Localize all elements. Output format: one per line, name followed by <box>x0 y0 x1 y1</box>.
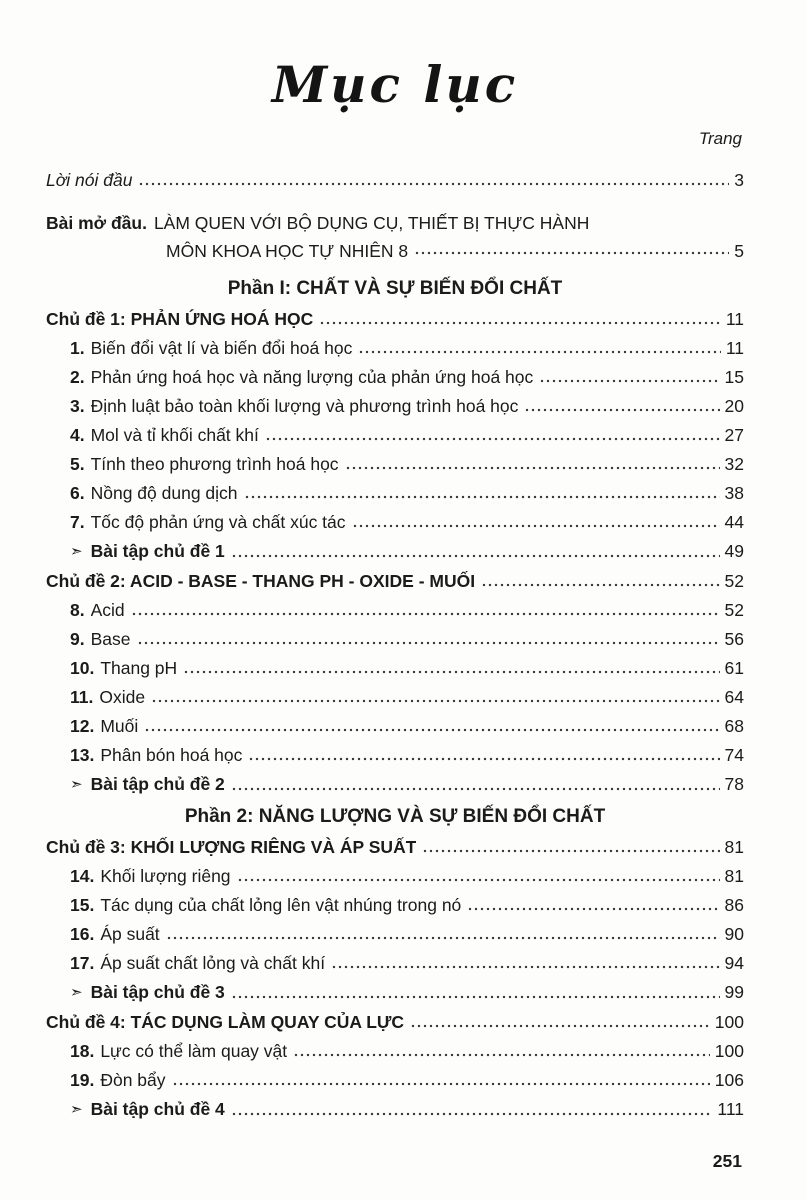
entry-page-number: 78 <box>724 774 744 794</box>
entry-label: Phần I: CHẤT VÀ SỰ BIẾN ĐỔI CHẤT <box>227 278 563 299</box>
entry-page-number: 44 <box>724 512 744 532</box>
entry-label: Đòn bẩy <box>100 1070 166 1090</box>
entry-number: 10. <box>70 658 95 678</box>
entry-page-number: 100 <box>714 1012 744 1032</box>
entry-label: Chủ đề 4: TÁC DỤNG LÀM QUAY CỦA LỰC <box>46 1012 405 1032</box>
dot-leader <box>331 949 719 978</box>
dot-leader <box>172 1066 710 1095</box>
entry-page-number: 11 <box>725 309 744 329</box>
dot-leader <box>293 1037 710 1066</box>
toc-entry-item <box>46 712 744 741</box>
entry-page-number: 5 <box>734 241 744 261</box>
entry-number: 7. <box>70 512 85 532</box>
dot-leader <box>524 392 719 421</box>
toc-entry-item <box>46 363 744 392</box>
dot-leader <box>237 862 720 891</box>
entry-number: 15. <box>70 895 95 915</box>
toc-entry-item <box>46 596 744 625</box>
toc-entry-exercise <box>46 1095 744 1125</box>
toc-entry-item <box>46 741 744 770</box>
dot-leader <box>467 891 719 920</box>
dot-leader <box>231 1095 713 1125</box>
entry-label: Chủ đề 2: ACID - BASE - THANG PH - OXIDE - MUỐI <box>46 571 476 591</box>
toc-entry-item <box>46 450 744 479</box>
entry-label: Phần 2: NĂNG LƯỢNG VÀ SỰ BIẾN ĐỔI CHẤT <box>184 806 606 827</box>
entry-label: Phân bón hoá học <box>100 745 243 765</box>
arrow-bullet-icon: ➣ <box>70 543 83 560</box>
toc-entry-part <box>46 272 744 305</box>
toc-entry-chapter <box>46 567 744 596</box>
entry-number: 11. <box>70 687 94 707</box>
dot-leader <box>358 334 721 363</box>
entry-page-number: 56 <box>724 629 744 649</box>
arrow-bullet-icon: ➣ <box>70 1101 83 1118</box>
dot-leader <box>410 1008 710 1037</box>
entry-page-number: 100 <box>714 1041 744 1061</box>
entry-page-number: 52 <box>724 571 744 591</box>
entry-number: 3. <box>70 396 85 416</box>
page-title: Mục lục <box>271 55 519 114</box>
entry-page-number: 86 <box>724 895 744 915</box>
arrow-bullet-icon: ➣ <box>70 984 83 1001</box>
toc-entry-exercise <box>46 978 744 1008</box>
toc-entry-item <box>46 949 744 978</box>
entry-label: Muối <box>100 716 139 736</box>
entry-number: 16. <box>70 924 95 944</box>
entry-label: Lực có thể làm quay vật <box>100 1041 288 1061</box>
entry-label: Nồng độ dung dịch <box>90 483 238 503</box>
entry-number: 8. <box>70 600 85 620</box>
footer-page-number: 251 <box>712 1151 742 1171</box>
toc-entry-item <box>46 654 744 683</box>
toc-entry-intro1 <box>46 209 744 238</box>
toc-entry-exercise <box>46 537 744 567</box>
toc-entry-preface <box>46 166 744 195</box>
dot-leader <box>265 421 720 450</box>
entry-page-number: 94 <box>724 953 744 973</box>
toc-entry-item <box>46 334 744 363</box>
entry-page-number: 90 <box>724 924 744 944</box>
entry-page-number: 64 <box>724 687 744 707</box>
dot-leader <box>183 654 719 683</box>
entry-label: Base <box>90 629 131 649</box>
dot-leader <box>166 920 720 949</box>
entry-label: Lời nói đầu <box>46 170 133 190</box>
entry-label: Tốc độ phản ứng và chất xúc tác <box>90 512 346 532</box>
dot-leader <box>131 596 720 625</box>
entry-page-number: 68 <box>724 716 744 736</box>
dot-leader <box>422 833 719 862</box>
toc-entry-item <box>46 920 744 949</box>
entry-number: 5. <box>70 454 85 474</box>
entry-page-number: 99 <box>724 982 744 1002</box>
toc-entry-part <box>46 800 744 833</box>
entry-label: Bài tập chủ đề 3 <box>90 982 225 1002</box>
dot-leader <box>352 508 720 537</box>
dot-leader <box>144 712 719 741</box>
entry-page-number: 81 <box>724 866 744 886</box>
dot-leader <box>231 770 720 800</box>
dot-leader <box>414 238 729 264</box>
entry-label: Khối lượng riêng <box>100 866 231 886</box>
toc-entry-chapter <box>46 1008 744 1037</box>
entry-label: Áp suất <box>100 924 160 944</box>
toc-list <box>46 166 744 1125</box>
entry-label: MÔN KHOA HỌC TỰ NHIÊN 8 <box>166 241 409 261</box>
toc-entry-item <box>46 683 744 712</box>
entry-page-number: 3 <box>734 170 744 190</box>
entry-label: Chủ đề 3: KHỐI LƯỢNG RIÊNG VÀ ÁP SUẤT <box>46 837 417 857</box>
entry-number: 18. <box>70 1041 95 1061</box>
toc-entry-item <box>46 1037 744 1066</box>
toc-entry-item <box>46 508 744 537</box>
entry-page-number: 27 <box>724 425 744 445</box>
entry-label: Áp suất chất lỏng và chất khí <box>100 953 326 973</box>
entry-label: Bài tập chủ đề 2 <box>90 774 225 794</box>
entry-page-number: 111 <box>717 1099 744 1119</box>
entry-label: Biến đổi vật lí và biến đổi hoá học <box>90 338 353 358</box>
toc-entry-item <box>46 392 744 421</box>
entry-number: 19. <box>70 1070 95 1090</box>
dot-leader <box>137 625 720 654</box>
entry-label: Mol và tỉ khối chất khí <box>90 425 259 445</box>
toc-entry-intro2 <box>46 238 744 264</box>
entry-label: Bài tập chủ đề 4 <box>90 1099 225 1119</box>
toc-entry-item <box>46 891 744 920</box>
entry-page-number: 49 <box>724 541 744 561</box>
entry-label: Thang pH <box>100 658 178 678</box>
toc-entry-item <box>46 421 744 450</box>
entry-label: Định luật bảo toàn khối lượng và phương trình hoá học <box>90 396 519 416</box>
entry-label: Tính theo phương trình hoá học <box>90 454 339 474</box>
entry-label: Chủ đề 1: PHẢN ỨNG HOÁ HỌC <box>46 309 314 329</box>
dot-leader <box>244 479 720 508</box>
entry-number: 1. <box>70 338 85 358</box>
entry-number: 13. <box>70 745 95 765</box>
toc-entry-item <box>46 862 744 891</box>
dot-leader <box>539 363 719 392</box>
entry-number: 9. <box>70 629 85 649</box>
entry-number: 14. <box>70 866 95 886</box>
toc-entry-chapter <box>46 305 744 334</box>
entry-number: Bài mở đầu. <box>46 213 147 233</box>
dot-leader <box>248 741 719 770</box>
entry-label: Phản ứng hoá học và năng lượng của phản ứng hoá học <box>90 367 534 387</box>
toc-entry-item <box>46 1066 744 1095</box>
arrow-bullet-icon: ➣ <box>70 776 83 793</box>
dot-leader <box>151 683 719 712</box>
toc-entry-item <box>46 479 744 508</box>
toc-entry-chapter <box>46 833 744 862</box>
entry-page-number: 32 <box>724 454 744 474</box>
entry-page-number: 52 <box>724 600 744 620</box>
dot-leader <box>481 567 719 596</box>
entry-page-number: 11 <box>725 338 744 358</box>
entry-number: 6. <box>70 483 85 503</box>
entry-page-number: 61 <box>724 658 744 678</box>
entry-number: 2. <box>70 367 85 387</box>
entry-page-number: 20 <box>724 396 744 416</box>
entry-page-number: 15 <box>724 367 744 387</box>
entry-label: LÀM QUEN VỚI BỘ DỤNG CỤ, THIẾT BỊ THỰC HÀNH <box>153 213 590 233</box>
entry-number: 12. <box>70 716 95 736</box>
page-column-label: Trang <box>698 129 742 148</box>
entry-label: Acid <box>90 600 125 620</box>
entry-label: Oxide <box>99 687 146 707</box>
toc-entry-item <box>46 625 744 654</box>
entry-number: 4. <box>70 425 85 445</box>
entry-page-number: 106 <box>714 1070 744 1090</box>
toc-entry-exercise <box>46 770 744 800</box>
entry-label: Tác dụng của chất lỏng lên vật nhúng trong nó <box>100 895 462 915</box>
dot-leader <box>138 166 729 195</box>
dot-leader <box>231 537 720 567</box>
dot-leader <box>319 305 721 334</box>
dot-leader <box>231 978 720 1008</box>
entry-number: 17. <box>70 953 95 973</box>
dot-leader <box>345 450 720 479</box>
entry-label: Bài tập chủ đề 1 <box>90 541 225 561</box>
entry-page-number: 81 <box>724 837 744 857</box>
entry-page-number: 38 <box>724 483 744 503</box>
entry-page-number: 74 <box>724 745 744 765</box>
